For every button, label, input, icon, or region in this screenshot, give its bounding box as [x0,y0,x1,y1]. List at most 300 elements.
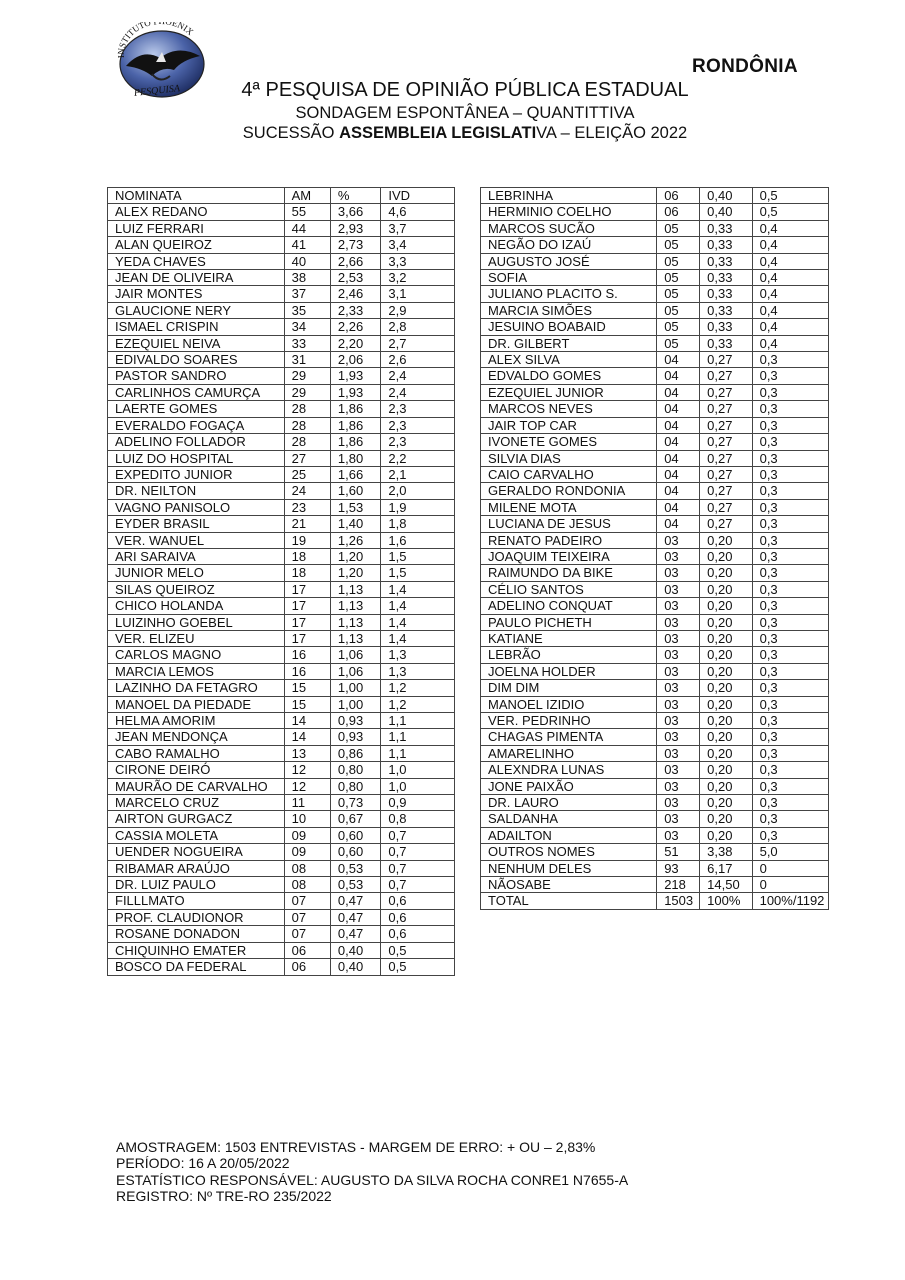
header-cell-name: NOMINATA [108,188,285,204]
table-row [481,253,829,269]
subtitle-line3-suffix: VA – ELEIÇÃO 2022 [536,124,688,142]
table-row [481,434,829,450]
cell-pct: 2,26 [330,319,380,335]
cell-am: 03 [657,745,700,761]
table-row [481,352,829,368]
cell-am: 05 [657,253,700,269]
table-row [481,188,829,204]
cell-name: ALAN QUEIROZ [108,237,285,253]
cell-ivd: 100%/1192 [752,893,828,909]
cell-am: 03 [657,532,700,548]
cell-am: 03 [657,663,700,679]
cell-name: LAZINHO DA FETAGRO [108,680,285,696]
cell-name: RIBAMAR ARAÚJO [108,860,285,876]
cell-name: GLAUCIONE NERY [108,302,285,318]
cell-name: ADELINO CONQUAT [481,598,657,614]
cell-pct: 0,27 [700,450,752,466]
cell-am: 17 [284,581,330,597]
cell-ivd: 1,0 [381,778,455,794]
table-row [108,778,455,794]
cell-pct: 1,40 [330,516,380,532]
cell-pct: 0,80 [330,778,380,794]
cell-name: HERMINIO COELHO [481,204,657,220]
cell-am: 04 [657,450,700,466]
table-row [108,253,455,269]
cell-name: MILENE MOTA [481,499,657,515]
cell-ivd: 4,6 [381,204,455,220]
cell-ivd: 1,4 [381,598,455,614]
cell-am: 03 [657,598,700,614]
cell-name: JUNIOR MELO [108,565,285,581]
table-row [481,237,829,253]
table-row [481,286,829,302]
table-row [481,844,829,860]
cell-pct: 1,00 [330,696,380,712]
cell-name: MANOEL DA PIEDADE [108,696,285,712]
cell-am: 03 [657,565,700,581]
cell-name: HELMA AMORIM [108,713,285,729]
cell-pct: 1,86 [330,417,380,433]
cell-pct: 1,06 [330,647,380,663]
cell-ivd: 2,4 [381,368,455,384]
table-row [481,516,829,532]
page-subtitle-line3 [150,124,780,143]
header-cell-pct: % [330,188,380,204]
cell-am: 07 [284,909,330,925]
table-row [108,434,455,450]
cell-pct: 0,33 [700,220,752,236]
cell-ivd: 0,7 [381,877,455,893]
cell-ivd: 0,5 [752,188,828,204]
cell-ivd: 1,4 [381,630,455,646]
cell-ivd: 0,3 [752,532,828,548]
cell-am: 24 [284,483,330,499]
cell-name: EDIVALDO SOARES [108,352,285,368]
cell-am: 05 [657,302,700,318]
cell-am: 31 [284,352,330,368]
header-cell-am: AM [284,188,330,204]
cell-am: 55 [284,204,330,220]
cell-name: EYDER BRASIL [108,516,285,532]
cell-pct: 2,33 [330,302,380,318]
cell-name: IVONETE GOMES [481,434,657,450]
cell-name: CIRONE DEIRÓ [108,762,285,778]
cell-am: 40 [284,253,330,269]
cell-pct: 0,27 [700,401,752,417]
cell-am: 28 [284,401,330,417]
cell-pct: 0,60 [330,844,380,860]
cell-ivd: 0,4 [752,335,828,351]
cell-am: 03 [657,827,700,843]
cell-pct: 1,93 [330,368,380,384]
table-row [481,565,829,581]
cell-name: DR. LUIZ PAULO [108,877,285,893]
table-row [481,762,829,778]
cell-am: 03 [657,713,700,729]
cell-pct: 0,20 [700,827,752,843]
cell-pct: 1,26 [330,532,380,548]
table-row [108,680,455,696]
cell-am: 03 [657,778,700,794]
cell-am: 03 [657,729,700,745]
table-row [481,778,829,794]
cell-ivd: 0,3 [752,483,828,499]
cell-ivd: 0 [752,860,828,876]
footer-registry: REGISTRO: Nº TRE-RO 235/2022 [116,1188,332,1205]
table-row [481,795,829,811]
cell-ivd: 1,2 [381,696,455,712]
cell-pct: 6,17 [700,860,752,876]
cell-pct: 0,33 [700,302,752,318]
cell-name: NÃOSABE [481,877,657,893]
logo-arc-text: INSTITUTO ENIX [115,22,196,59]
table-row [108,335,455,351]
cell-ivd: 0,5 [752,204,828,220]
cell-pct: 0,40 [330,942,380,958]
table-row [481,827,829,843]
cell-pct: 0,53 [330,860,380,876]
cell-am: 03 [657,762,700,778]
table-row [108,926,455,942]
cell-am: 38 [284,270,330,286]
cell-pct: 0,27 [700,417,752,433]
cell-am: 44 [284,220,330,236]
cell-am: 16 [284,663,330,679]
table-row [108,696,455,712]
cell-name: CAIO CARVALHO [481,466,657,482]
cell-name: MARCIA LEMOS [108,663,285,679]
cell-am: 28 [284,417,330,433]
cell-name: CABO RAMALHO [108,745,285,761]
header-cell-ivd: IVD [381,188,455,204]
cell-ivd: 0,3 [752,565,828,581]
cell-ivd: 2,1 [381,466,455,482]
cell-pct: 0,20 [700,581,752,597]
cell-am: 34 [284,319,330,335]
cell-am: 03 [657,548,700,564]
cell-name: JAIR MONTES [108,286,285,302]
table-row [481,696,829,712]
cell-name: MARCOS SUCÃO [481,220,657,236]
cell-pct: 0,47 [330,909,380,925]
cell-ivd: 1,1 [381,745,455,761]
table-row [108,319,455,335]
cell-am: 16 [284,647,330,663]
cell-name: CARLOS MAGNO [108,647,285,663]
footer-statistician: ESTATÍSTICO RESPONSÁVEL: AUGUSTO DA SILVA ROCHA CONRE1 N7655-A [116,1171,629,1188]
cell-am: 18 [284,548,330,564]
cell-pct: 0,20 [700,729,752,745]
cell-am: 09 [284,844,330,860]
cell-ivd: 0,3 [752,680,828,696]
cell-pct: 0,86 [330,745,380,761]
cell-ivd: 0,3 [752,434,828,450]
cell-pct: 1,20 [330,548,380,564]
cell-name: EZEQUIEL JUNIOR [481,384,657,400]
cell-name: MARCIA SIMÕES [481,302,657,318]
cell-ivd: 3,3 [381,253,455,269]
cell-ivd: 0,5 [381,959,455,975]
cell-name: DIM DIM [481,680,657,696]
cell-ivd: 2,6 [381,352,455,368]
cell-pct: 1,60 [330,483,380,499]
table-row [481,729,829,745]
cell-ivd: 0,4 [752,286,828,302]
cell-ivd: 0,3 [752,795,828,811]
cell-name: VER. ELIZEU [108,630,285,646]
cell-am: 07 [284,893,330,909]
cell-name: LUCIANA DE JESUS [481,516,657,532]
cell-pct: 0,20 [700,630,752,646]
cell-am: 04 [657,516,700,532]
cell-ivd: 3,1 [381,286,455,302]
cell-pct: 0,20 [700,811,752,827]
cell-name: NENHUM DELES [481,860,657,876]
cell-ivd: 1,6 [381,532,455,548]
cell-ivd: 0,3 [752,516,828,532]
cell-name: PAULO PICHETH [481,614,657,630]
cell-ivd: 0,6 [381,909,455,925]
cell-am: 07 [284,926,330,942]
cell-pct: 0,20 [700,778,752,794]
table-row [108,286,455,302]
cell-am: 03 [657,795,700,811]
cell-name: CHICO HOLANDA [108,598,285,614]
cell-name: AIRTON GURGACZ [108,811,285,827]
table-row [481,877,829,893]
cell-pct: 0,27 [700,384,752,400]
cell-am: 04 [657,401,700,417]
table-row [481,745,829,761]
cell-pct: 2,06 [330,352,380,368]
cell-ivd: 0,4 [752,253,828,269]
cell-pct: 0,80 [330,762,380,778]
table-row [481,220,829,236]
cell-am: 51 [657,844,700,860]
cell-name: ALEX REDANO [108,204,285,220]
cell-name: VAGNO PANISOLO [108,499,285,515]
cell-pct: 1,20 [330,565,380,581]
cell-ivd: 2,9 [381,302,455,318]
cell-am: 04 [657,483,700,499]
cell-ivd: 0,3 [752,630,828,646]
cell-pct: 1,00 [330,680,380,696]
cell-pct: 2,73 [330,237,380,253]
cell-name: JOELNA HOLDER [481,663,657,679]
cell-name: EDVALDO GOMES [481,368,657,384]
cell-am: 14 [284,729,330,745]
cell-pct: 1,53 [330,499,380,515]
table-row [108,630,455,646]
logo-bottom-text: PESQUISA [133,83,181,99]
cell-name: SILVIA DIAS [481,450,657,466]
cell-pct: 0,27 [700,352,752,368]
table-row [108,401,455,417]
cell-name: ADAILTON [481,827,657,843]
cell-pct: 0,47 [330,893,380,909]
cell-name: LUIZ FERRARI [108,220,285,236]
table-row [481,270,829,286]
cell-pct: 1,13 [330,598,380,614]
table-row [481,713,829,729]
cell-name: TOTAL [481,893,657,909]
table-row [481,483,829,499]
cell-name: FILLLMATO [108,893,285,909]
cell-pct: 0,73 [330,795,380,811]
cell-am: 12 [284,778,330,794]
table-row [108,893,455,909]
cell-am: 03 [657,614,700,630]
cell-name: YEDA CHAVES [108,253,285,269]
cell-pct: 1,86 [330,434,380,450]
cell-name: ROSANE DONADON [108,926,285,942]
cell-name: PASTOR SANDRO [108,368,285,384]
table-row [481,319,829,335]
cell-ivd: 0,3 [752,729,828,745]
cell-ivd: 0,4 [752,319,828,335]
table-row [481,450,829,466]
cell-am: 06 [284,959,330,975]
table-row [108,860,455,876]
cell-pct: 1,93 [330,384,380,400]
cell-ivd: 0,5 [381,942,455,958]
cell-am: 33 [284,335,330,351]
table-row [108,417,455,433]
region-label: RONDÔNIA [692,56,798,77]
cell-name: CASSIA MOLETA [108,827,285,843]
cell-ivd: 1,0 [381,762,455,778]
table-row [108,942,455,958]
cell-ivd: 1,5 [381,548,455,564]
cell-name: SALDANHA [481,811,657,827]
cell-pct: 0,47 [330,926,380,942]
results-table-right [480,187,829,910]
cell-pct: 0,60 [330,827,380,843]
cell-ivd: 0,3 [752,614,828,630]
cell-am: 1503 [657,893,700,909]
cell-am: 03 [657,811,700,827]
cell-ivd: 2,0 [381,483,455,499]
cell-name: NEGÃO DO IZAÚ [481,237,657,253]
cell-am: 06 [657,204,700,220]
cell-ivd: 0,3 [752,663,828,679]
cell-ivd: 0 [752,877,828,893]
table-row [108,532,455,548]
cell-name: ISMAEL CRISPIN [108,319,285,335]
cell-ivd: 0,3 [752,762,828,778]
table-row [481,614,829,630]
cell-name: RENATO PADEIRO [481,532,657,548]
cell-pct: 0,33 [700,237,752,253]
cell-ivd: 2,3 [381,434,455,450]
table-row [481,893,829,909]
cell-name: LUIZ DO HOSPITAL [108,450,285,466]
table-row [108,795,455,811]
cell-pct: 1,80 [330,450,380,466]
table-row [481,647,829,663]
cell-ivd: 0,3 [752,352,828,368]
table-row [108,827,455,843]
table-row [481,532,829,548]
cell-name: DR. NEILTON [108,483,285,499]
cell-ivd: 1,4 [381,614,455,630]
cell-pct: 0,27 [700,466,752,482]
cell-ivd: 0,3 [752,598,828,614]
cell-ivd: 2,4 [381,384,455,400]
cell-am: 17 [284,630,330,646]
table-row [481,368,829,384]
cell-pct: 0,20 [700,795,752,811]
cell-ivd: 3,2 [381,270,455,286]
cell-am: 04 [657,368,700,384]
cell-pct: 1,13 [330,581,380,597]
cell-ivd: 0,3 [752,581,828,597]
table-row [108,811,455,827]
cell-ivd: 3,4 [381,237,455,253]
cell-name: VER. PEDRINHO [481,713,657,729]
table-row [108,565,455,581]
cell-pct: 1,66 [330,466,380,482]
cell-pct: 14,50 [700,877,752,893]
cell-ivd: 0,3 [752,548,828,564]
cell-am: 06 [284,942,330,958]
cell-ivd: 2,7 [381,335,455,351]
cell-ivd: 1,3 [381,663,455,679]
cell-am: 13 [284,745,330,761]
page-subtitle: SONDAGEM ESPONTÂNEA – QUANTITTIVA [295,104,635,122]
cell-am: 05 [657,237,700,253]
cell-ivd: 0,3 [752,384,828,400]
table-row [108,204,455,220]
cell-pct: 3,38 [700,844,752,860]
cell-pct: 0,40 [700,188,752,204]
cell-pct: 2,46 [330,286,380,302]
table-row [481,302,829,318]
cell-pct: 0,20 [700,745,752,761]
cell-ivd: 1,4 [381,581,455,597]
cell-pct: 0,20 [700,548,752,564]
cell-name: LEBRINHA [481,188,657,204]
cell-name: JAIR TOP CAR [481,417,657,433]
cell-pct: 2,20 [330,335,380,351]
cell-am: 15 [284,680,330,696]
cell-name: JONE PAIXÃO [481,778,657,794]
cell-am: 11 [284,795,330,811]
page-title: 4ª PESQUISA DE OPINIÃO PÚBLICA ESTADUAL [241,79,689,101]
cell-am: 12 [284,762,330,778]
cell-name: EZEQUIEL NEIVA [108,335,285,351]
cell-name: ALEX SILVA [481,352,657,368]
cell-am: 93 [657,860,700,876]
cell-name: JEAN MENDONÇA [108,729,285,745]
cell-ivd: 0,4 [752,302,828,318]
table-row [108,762,455,778]
cell-pct: 0,53 [330,877,380,893]
table-row [108,598,455,614]
cell-name: UENDER NOGUEIRA [108,844,285,860]
cell-am: 04 [657,466,700,482]
table-row [108,548,455,564]
cell-am: 21 [284,516,330,532]
cell-am: 14 [284,713,330,729]
cell-name: LAERTE GOMES [108,401,285,417]
cell-am: 05 [657,335,700,351]
cell-ivd: 3,7 [381,220,455,236]
table-row [108,614,455,630]
cell-ivd: 0,3 [752,401,828,417]
cell-ivd: 1,9 [381,499,455,515]
cell-pct: 0,20 [700,713,752,729]
